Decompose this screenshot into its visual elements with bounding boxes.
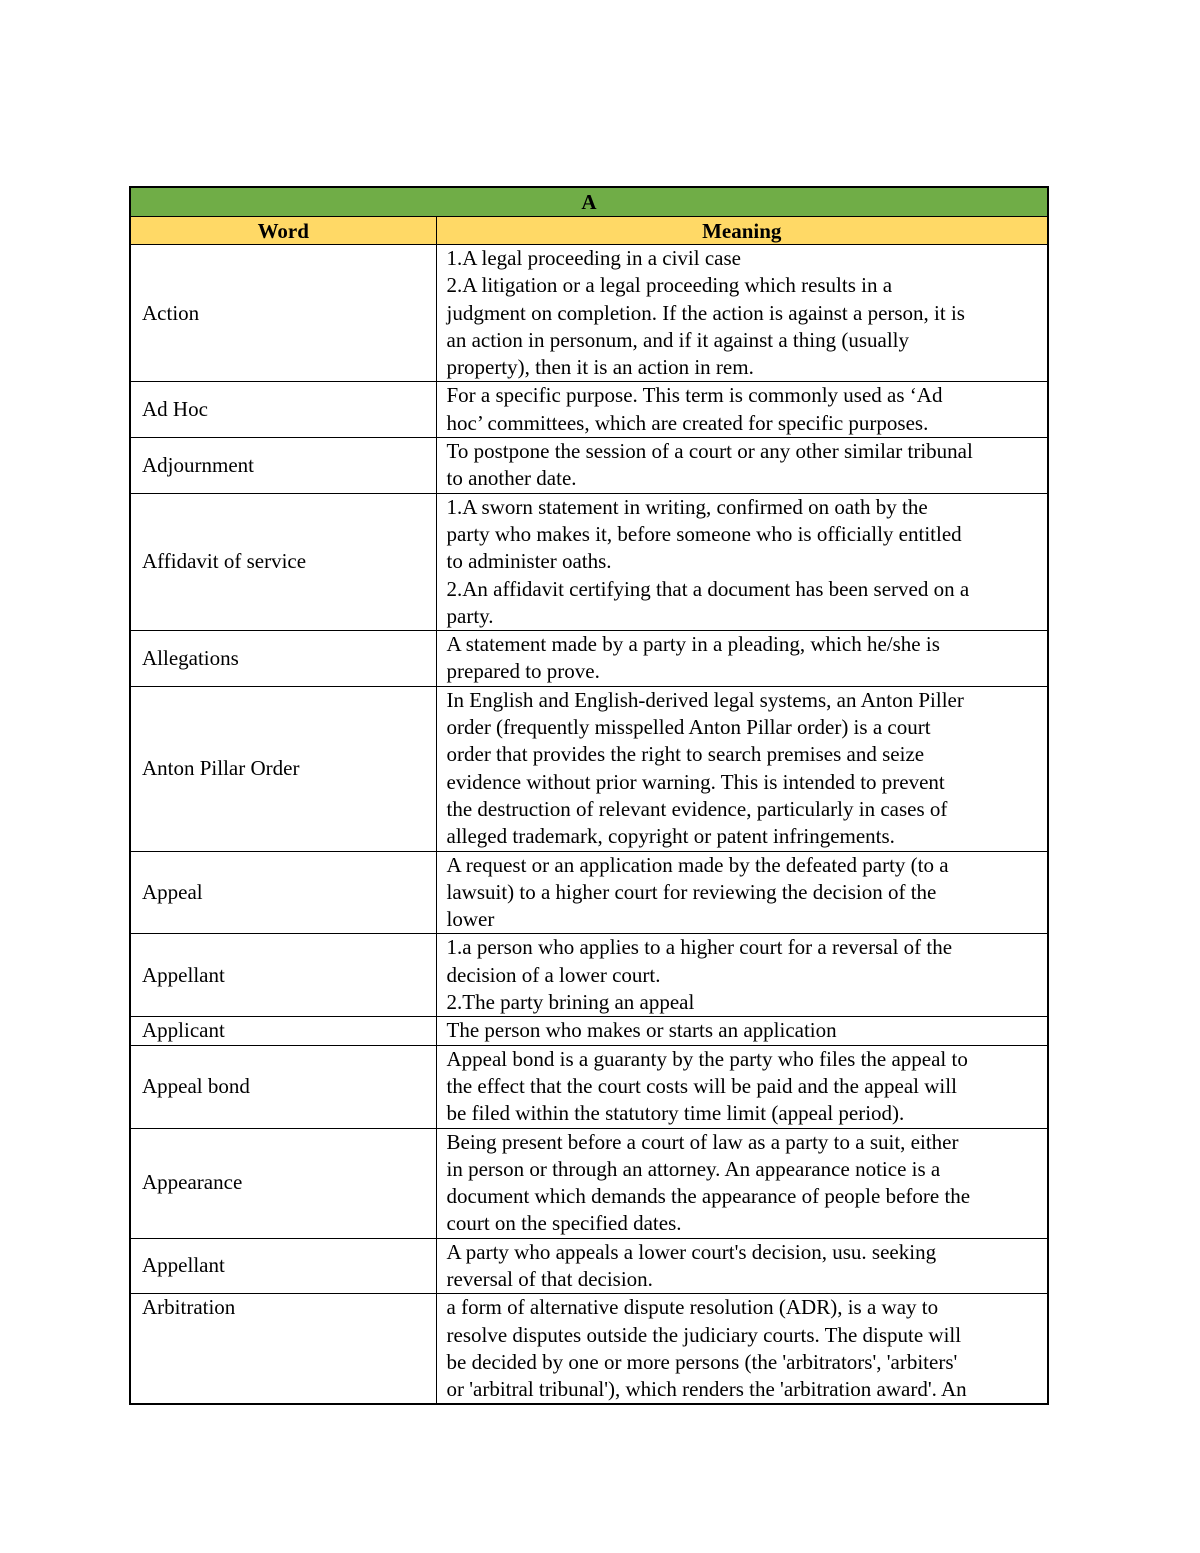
definition-cell [436, 686, 1048, 851]
term-cell: Appellant [130, 1238, 436, 1294]
meaning-column-header: Meaning [436, 217, 1048, 245]
definition-line: 1.a person who applies to a higher court for a reversal of the [446, 935, 953, 960]
definition-line: Being present before a court of law as a party to a suit, either [446, 1129, 959, 1154]
definition-line: party. [446, 603, 494, 628]
table-row [130, 851, 1048, 934]
table-row [130, 1045, 1048, 1128]
section-letter-row [130, 187, 1048, 217]
column-header-row [130, 217, 1048, 245]
table-row [130, 686, 1048, 851]
table-row [130, 1294, 1048, 1405]
definition-line: evidence without prior warning. This is intended to prevent [446, 769, 945, 794]
table-row [130, 438, 1048, 494]
table-row [130, 382, 1048, 438]
definition-line: to another date. [446, 466, 577, 491]
definition-cell [436, 438, 1048, 494]
definition-line: 2.A litigation or a legal proceeding which results in a [446, 273, 893, 298]
definition-cell [436, 1017, 1048, 1045]
table-row [130, 245, 1048, 382]
term-cell: Appearance [130, 1128, 436, 1238]
definition-line: party who makes it, before someone who is officially entitled [446, 521, 962, 546]
definition-cell [436, 493, 1048, 630]
definition-line: or 'arbitral tribunal'), which renders the 'arbitration award'. An [446, 1377, 967, 1402]
definition-line: hoc’ committees, which are created for specific purposes. [446, 410, 929, 435]
term-cell: Applicant [130, 1017, 436, 1045]
definition-cell [436, 1294, 1048, 1405]
definition-line: decision of a lower court. [446, 962, 661, 987]
term-cell: Affidavit of service [130, 493, 436, 630]
word-column-header: Word [130, 217, 436, 245]
term-cell: Allegations [130, 631, 436, 687]
definition-line: be decided by one or more persons (the 'arbitrators', 'arbiters' [446, 1349, 958, 1374]
definition-line: to administer oaths. [446, 549, 612, 574]
table-row [130, 934, 1048, 1017]
definition-line: lower [446, 907, 495, 932]
term-cell: Adjournment [130, 438, 436, 494]
table-row [130, 1128, 1048, 1238]
term-cell: Appeal bond [130, 1045, 436, 1128]
term-cell: Anton Pillar Order [130, 686, 436, 851]
term-cell: Arbitration [130, 1294, 436, 1405]
definition-line: 2.The party brining an appeal [446, 990, 695, 1015]
definition-cell [436, 1045, 1048, 1128]
definition-line: a form of alternative dispute resolution (ADR), is a way to [446, 1295, 939, 1320]
definition-line: 1.A sworn statement in writing, confirmed on oath by the [446, 494, 928, 519]
definition-line: lawsuit) to a higher court for reviewing the decision of the [446, 879, 937, 904]
definition-line: A statement made by a party in a pleading, which he/she is [446, 632, 940, 657]
definition-line: To postpone the session of a court or any other similar tribunal [446, 439, 973, 464]
definition-line: an action in personum, and if it against a thing (usually [446, 327, 909, 352]
definition-cell [436, 934, 1048, 1017]
definition-line: court on the specified dates. [446, 1211, 682, 1236]
table-row [130, 631, 1048, 687]
term-cell: Appellant [130, 934, 436, 1017]
definition-line: prepared to prove. [446, 659, 600, 684]
definition-cell [436, 631, 1048, 687]
definition-line: property), then it is an action in rem. [446, 355, 754, 380]
table-row [130, 1238, 1048, 1294]
term-cell: Appeal [130, 851, 436, 934]
definition-line: the destruction of relevant evidence, particularly in cases of [446, 796, 948, 821]
definition-cell [436, 1128, 1048, 1238]
definition-cell [436, 851, 1048, 934]
definition-line: A request or an application made by the defeated party (to a [446, 852, 949, 877]
definition-line: Appeal bond is a guaranty by the party who files the appeal to [446, 1046, 968, 1071]
definition-line: in person or through an attorney. An appearance notice is a [446, 1156, 941, 1181]
definition-line: order that provides the right to search premises and seize [446, 742, 925, 767]
table-row [130, 493, 1048, 630]
definition-line: judgment on completion. If the action is against a person, it is [446, 300, 965, 325]
definition-line: A party who appeals a lower court's decision, usu. seeking [446, 1239, 937, 1264]
definition-line: For a specific purpose. This term is commonly used as ‘Ad [446, 383, 943, 408]
definition-line: order (frequently misspelled Anton Pillar order) is a court [446, 715, 931, 740]
definition-line: document which demands the appearance of people before the [446, 1184, 971, 1209]
definition-line: 1.A legal proceeding in a civil case [446, 246, 741, 270]
term-cell: Action [130, 245, 436, 382]
definition-line: be filed within the statutory time limit (appeal period). [446, 1101, 905, 1126]
glossary-table [129, 186, 1049, 1405]
definition-line: resolve disputes outside the judiciary courts. The dispute will [446, 1322, 962, 1347]
definition-line: the effect that the court costs will be paid and the appeal will [446, 1073, 957, 1098]
definition-cell [436, 382, 1048, 438]
definition-line: reversal of that decision. [446, 1266, 653, 1291]
table-row [130, 1017, 1048, 1045]
definition-line: The person who makes or starts an application [446, 1018, 837, 1043]
definition-line: 2.An affidavit certifying that a document has been served on a [446, 576, 970, 601]
definition-line: alleged trademark, copyright or patent infringements. [446, 824, 895, 849]
definition-cell [436, 245, 1048, 382]
term-cell: Ad Hoc [130, 382, 436, 438]
glossary-body [130, 245, 1048, 1405]
definition-cell [436, 1238, 1048, 1294]
section-letter: A [130, 187, 1048, 217]
definition-line: In English and English-derived legal systems, an Anton Piller [446, 687, 964, 712]
